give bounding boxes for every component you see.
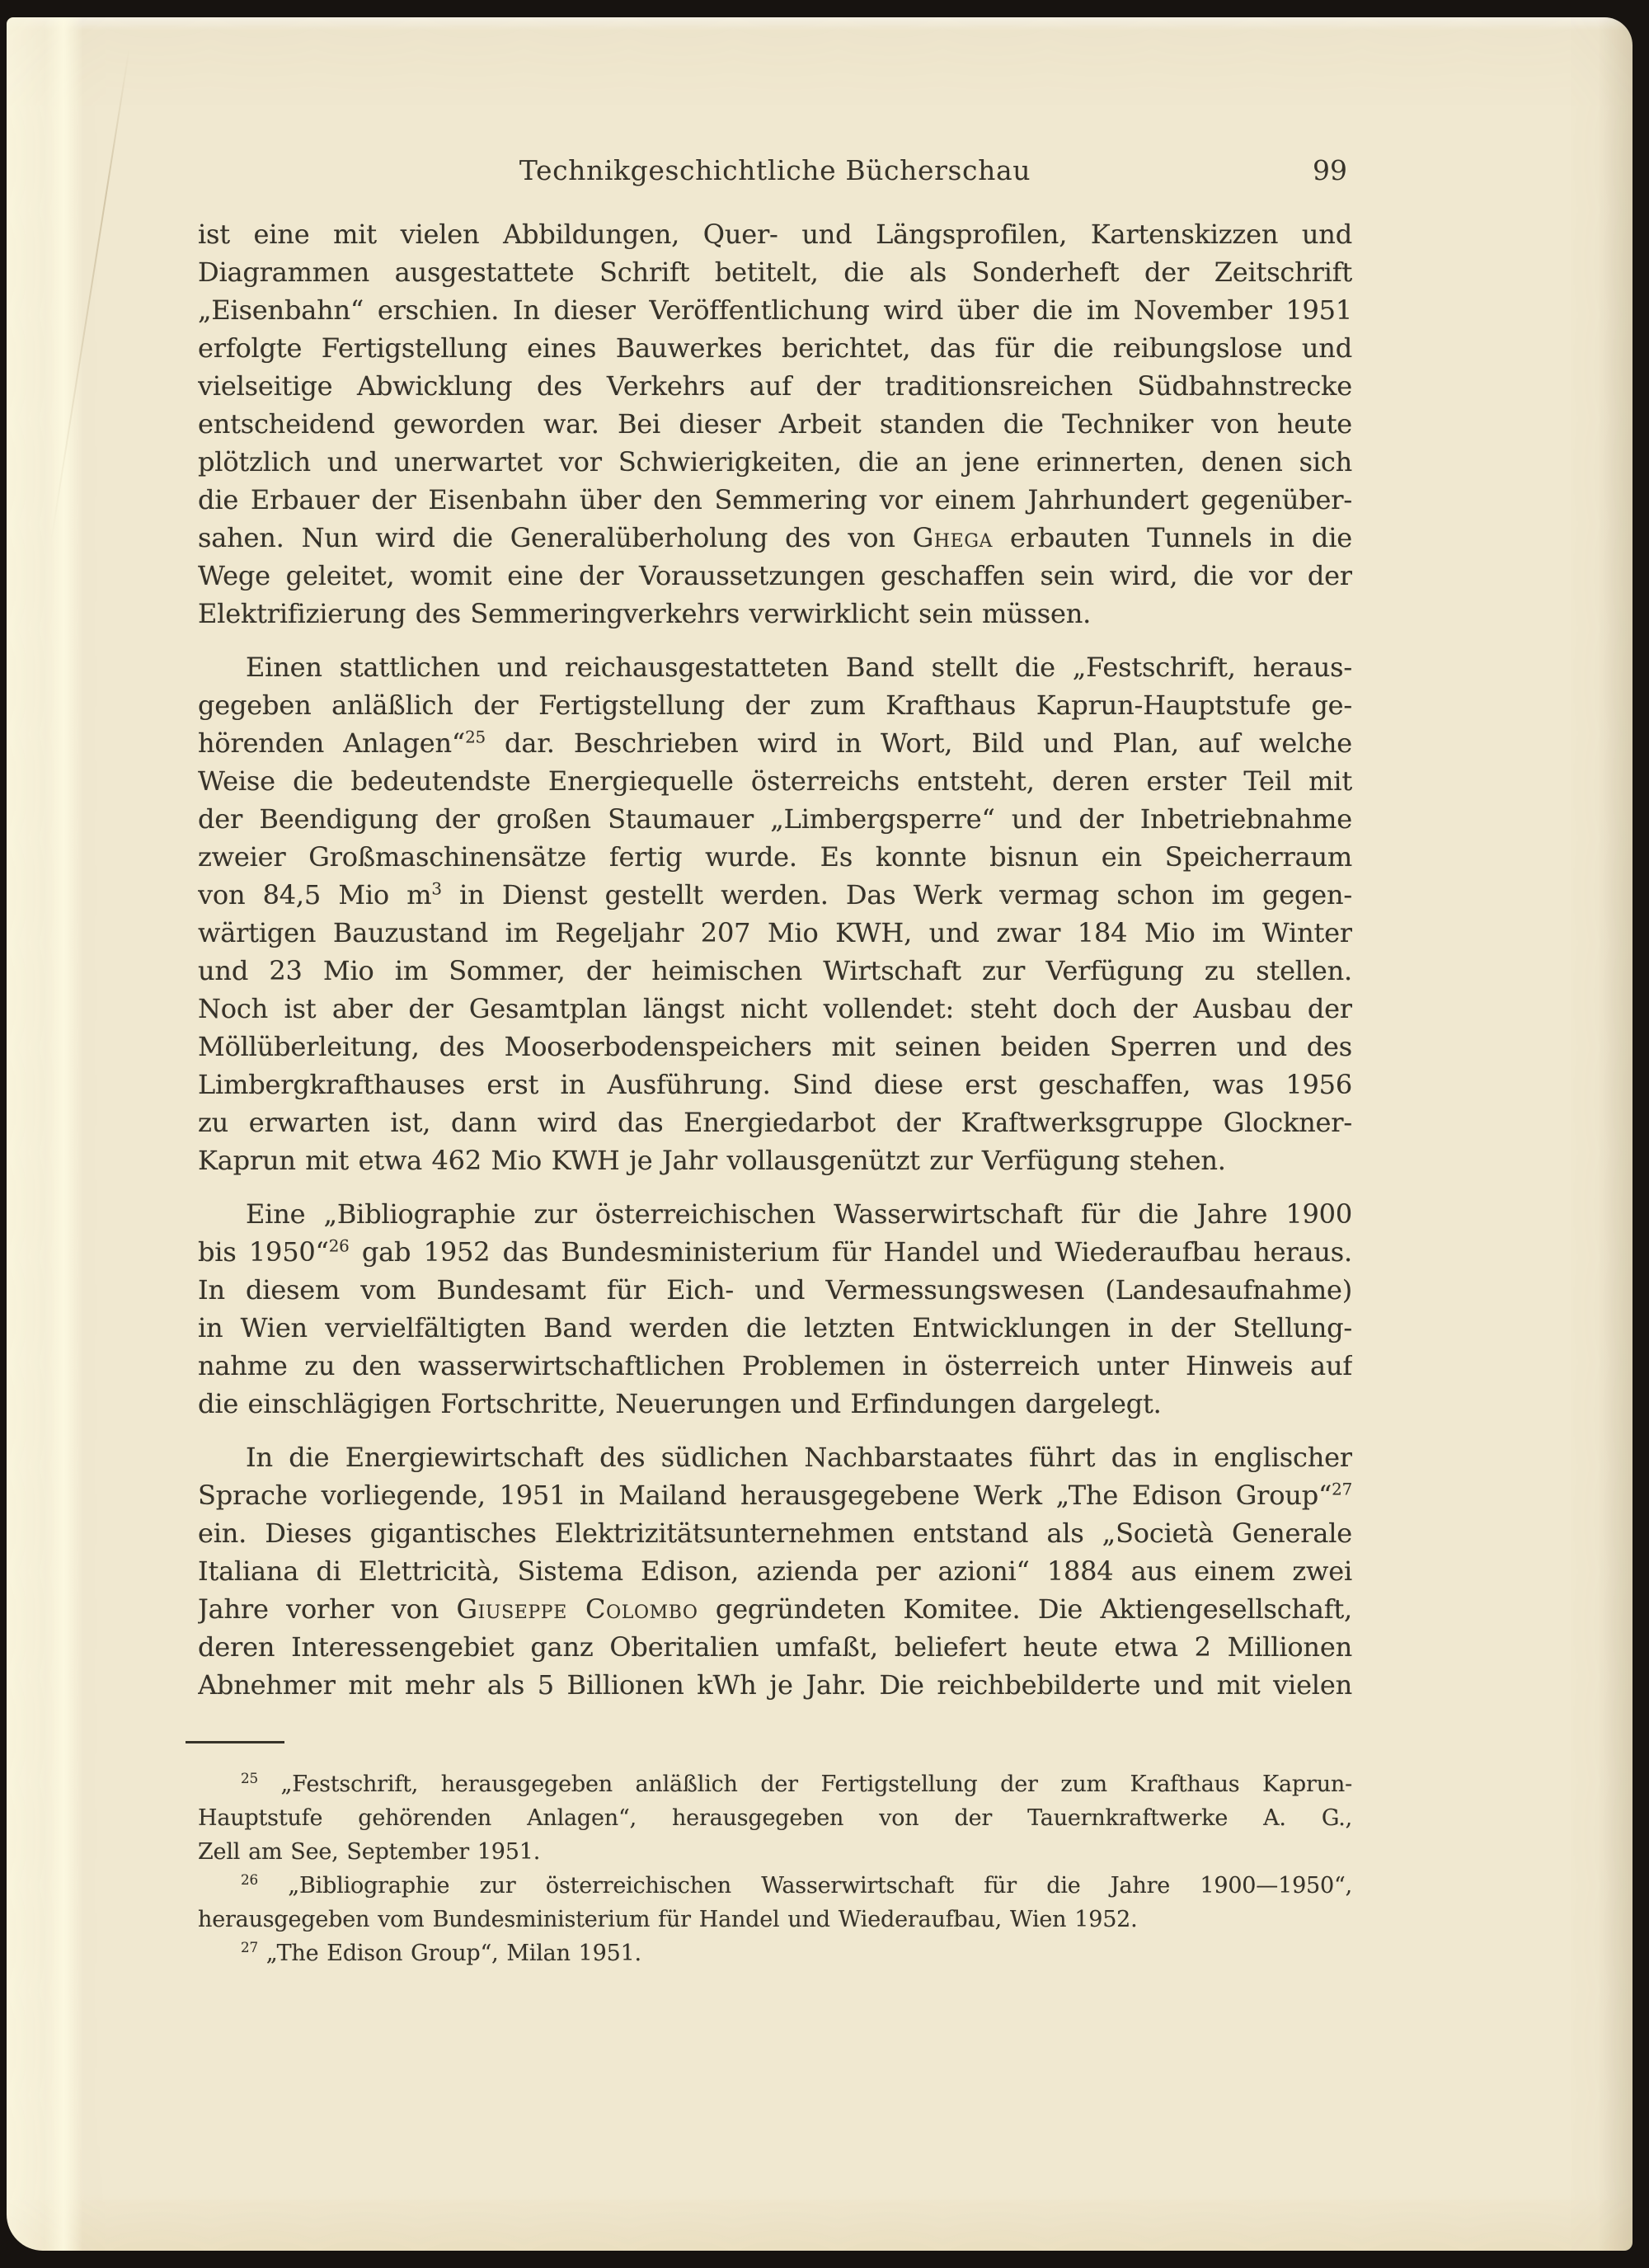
text-segment: in Dienst gestellt werden. Das Werk vermag schon im gegen- <box>441 879 1352 910</box>
text-line <box>198 800 1352 838</box>
text-line <box>198 1767 1352 1801</box>
text-segment: von 84,5 Mio m <box>198 879 432 910</box>
text-line <box>198 876 1352 914</box>
text-line <box>198 1936 1352 1970</box>
footnote-marker: 27 <box>1332 1480 1352 1499</box>
footnote-marker: 25 <box>465 727 486 747</box>
text-line <box>198 762 1352 800</box>
text-segment: die einschlägigen Fortschritte, Neuerungen und Erfindungen dargelegt. <box>198 1388 1162 1419</box>
text-segment: Eine „Bibliographie zur österreichischen Wasserwirtschaft für die Jahre 1900 <box>246 1198 1352 1230</box>
text-segment: Einen stattlichen und reichausgestatteten Band stellt die „Festschrift, heraus- <box>246 652 1352 683</box>
footnote-separator <box>186 1741 284 1743</box>
text-segment: zweier Großmaschinensätze fertig wurde. Es konnte bisnun ein Speicherraum <box>198 841 1352 873</box>
text-segment: „Eisenbahn“ erschien. In dieser Veröffentlichung wird über die im November 1951 <box>198 294 1352 326</box>
text-line <box>198 253 1352 291</box>
text-segment: nahme zu den wasserwirtschaftlichen Problemen in österreich unter Hinweis auf <box>198 1350 1352 1381</box>
body-text <box>198 215 1352 1704</box>
text-line <box>198 1028 1352 1066</box>
text-segment: vielseitige Abwicklung des Verkehrs auf der traditionsreichen Südbahnstrecke <box>198 370 1352 402</box>
text-line <box>198 1103 1352 1141</box>
text-segment: erbauten Tunnels in die <box>993 522 1352 553</box>
text-segment: und 23 Mio im Sommer, der heimischen Wirtschaft zur Verfügung zu stellen. <box>198 955 1352 986</box>
text-line <box>198 1903 1352 1936</box>
text-line <box>198 519 1352 557</box>
text-line <box>198 686 1352 724</box>
text-line <box>198 329 1352 367</box>
text-segment: Möllüberleitung, des Mooserbodenspeichers mit seinen beiden Sperren und des <box>198 1031 1352 1062</box>
footnote <box>198 1936 1352 1970</box>
footnote <box>198 1869 1352 1936</box>
text-line <box>198 1666 1352 1704</box>
text-segment: Italiana di Elettricità, Sistema Edison, azienda per azioni“ 1884 aus einem zwei <box>198 1555 1352 1587</box>
text-line <box>198 838 1352 876</box>
text-line <box>198 595 1352 633</box>
text-segment: deren Interessengebiet ganz Oberitalien umfaßt, beliefert heute etwa 2 Millionen <box>198 1631 1352 1663</box>
text-line <box>198 215 1352 253</box>
text-segment: ein. Dieses gigantisches Elektrizitätsunternehmen entstand als „Società Generale <box>198 1517 1352 1549</box>
footnote-marker: 26 <box>328 1236 350 1256</box>
text-line <box>198 557 1352 595</box>
footnote-marker: 27 <box>241 1939 258 1955</box>
text-segment: „Bibliographie zur österreichischen Wasserwirtschaft für die Jahre 1900—1950“, <box>257 1873 1352 1899</box>
footnote-marker: 26 <box>241 1871 258 1888</box>
text-segment: „Festschrift, herausgegeben anläßlich der Fertigstellung der zum Krafthaus Kaprun- <box>257 1772 1352 1797</box>
text-line <box>198 291 1352 329</box>
text-segment: In die Energiewirtschaft des südlichen Nachbarstaates führt das in englischer <box>246 1442 1352 1473</box>
footnote-marker: 25 <box>241 1770 258 1786</box>
text-segment: herausgegeben vom Bundesministerium für Handel und Wiederaufbau, Wien 1952. <box>198 1907 1138 1932</box>
text-line <box>198 990 1352 1028</box>
text-segment: hörenden Anlagen“ <box>198 727 466 759</box>
text-segment: Diagrammen ausgestattete Schrift betitelt, die als Sonderheft der Zeitschrift <box>198 256 1352 288</box>
text-segment: Abnehmer mit mehr als 5 Billionen kWh je Jahr. Die reichbebilderte und mit vielen <box>198 1669 1352 1701</box>
text-line <box>198 1141 1352 1179</box>
text-segment: Zell am See, September 1951. <box>198 1839 541 1865</box>
text-line <box>198 952 1352 990</box>
running-head <box>198 153 1352 189</box>
paper-crease <box>50 47 130 544</box>
text-line <box>198 481 1352 519</box>
text-segment: Sprache vorliegende, 1951 in Mailand herausgegebene Werk „The Edison Group“ <box>198 1480 1332 1511</box>
text-segment: Kaprun mit etwa 462 Mio KWH je Jahr vollausgenützt zur Verfügung stehen. <box>198 1145 1226 1176</box>
text-segment: die Erbauer der Eisenbahn über den Semmering vor einem Jahrhundert gegenüber- <box>198 484 1352 515</box>
text-segment: Weise die bedeutendste Energiequelle österreichs entsteht, deren erster Teil mit <box>198 765 1352 797</box>
text-line <box>198 1233 1352 1271</box>
text-segment: plötzlich und unerwartet vor Schwierigkeiten, die an jene erinnerten, denen sich <box>198 446 1352 478</box>
text-segment: gab 1952 das Bundesministerium für Handel und Wiederaufbau heraus. <box>349 1236 1352 1268</box>
text-line <box>198 1590 1352 1628</box>
text-line <box>198 443 1352 481</box>
text-line <box>198 367 1352 405</box>
text-line <box>198 1066 1352 1103</box>
text-segment: entscheidend geworden war. Bei dieser Arbeit standen die Techniker von heute <box>198 408 1352 440</box>
text-segment: in Wien vervielfältigten Band werden die letzten Entwicklungen in der Stellung- <box>198 1312 1352 1343</box>
text-line <box>198 1271 1352 1309</box>
text-segment: ist eine mit vielen Abbildungen, Quer- und Längsprofilen, Kartenskizzen und <box>198 219 1352 250</box>
text-segment: gegründeten Komitee. Die Aktiengesellschaft, <box>698 1593 1352 1625</box>
text-segment: Elektrifizierung des Semmeringverkehrs verwirklicht sein müssen. <box>198 598 1092 629</box>
page-title: Technikgeschichtliche Bücherschau <box>519 154 1031 186</box>
text-line <box>198 1869 1352 1903</box>
text-segment: „The Edison Group“, Milan 1951. <box>257 1941 641 1966</box>
person-name-smallcaps: Giuseppe Colombo <box>456 1593 698 1625</box>
paragraph <box>198 648 1352 1179</box>
text-line <box>198 1438 1352 1476</box>
text-segment: wärtigen Bauzustand im Regeljahr 207 Mio KWH, und zwar 184 Mio im Winter <box>198 917 1352 948</box>
page-curl-highlight <box>45 17 82 2251</box>
text-line <box>198 1801 1352 1835</box>
text-line <box>198 1476 1352 1514</box>
text-segment: gegeben anläßlich der Fertigstellung der zum Krafthaus Kaprun-Hauptstufe ge- <box>198 689 1352 721</box>
text-line <box>198 1195 1352 1233</box>
paragraph <box>198 1195 1352 1423</box>
text-segment: dar. Beschrieben wird in Wort, Bild und Plan, auf welche <box>485 727 1352 759</box>
text-line <box>198 1552 1352 1590</box>
footnote <box>198 1767 1352 1869</box>
text-line <box>198 1628 1352 1666</box>
text-segment: Wege geleitet, womit eine der Voraussetzungen geschaffen sein wird, die vor der <box>198 560 1352 591</box>
text-segment: Noch ist aber der Gesamtplan längst nicht vollendet: steht doch der Ausbau der <box>198 993 1352 1024</box>
text-segment: In diesem vom Bundesamt für Eich- und Vermessungswesen (Landesaufnahme) <box>198 1274 1352 1306</box>
text-segment: sahen. Nun wird die Generalüberholung des von <box>198 522 913 553</box>
person-name-smallcaps: Ghega <box>912 522 994 553</box>
text-line <box>198 648 1352 686</box>
text-line <box>198 1514 1352 1552</box>
paragraph <box>198 215 1352 633</box>
text-segment: erfolgte Fertigstellung eines Bauwerkes berichtet, das für die reibungslose und <box>198 332 1352 364</box>
text-line <box>198 724 1352 762</box>
paragraph <box>198 1438 1352 1704</box>
book-page <box>7 17 1633 2251</box>
text-segment: Hauptstufe gehörenden Anlagen“, herausgegeben von der Tauernkraftwerke A. G., <box>198 1805 1352 1831</box>
text-segment: Jahre vorher von <box>198 1593 457 1625</box>
text-line <box>198 914 1352 952</box>
text-line <box>198 405 1352 443</box>
text-line <box>198 1835 1352 1869</box>
text-line <box>198 1309 1352 1347</box>
text-segment: zu erwarten ist, dann wird das Energiedarbot der Kraftwerksgruppe Glockner- <box>198 1107 1352 1138</box>
text-segment: der Beendigung der großen Staumauer „Limbergsperre“ und der Inbetriebnahme <box>198 803 1352 835</box>
text-line <box>198 1385 1352 1423</box>
text-line <box>198 1347 1352 1385</box>
footnote-marker: 3 <box>431 879 442 899</box>
footnotes <box>198 1767 1352 1970</box>
text-segment: bis 1950“ <box>198 1236 329 1268</box>
page-number: 99 <box>1313 154 1347 186</box>
text-segment: Limbergkrafthauses erst in Ausführung. Sind diese erst geschaffen, was 1956 <box>198 1069 1352 1100</box>
